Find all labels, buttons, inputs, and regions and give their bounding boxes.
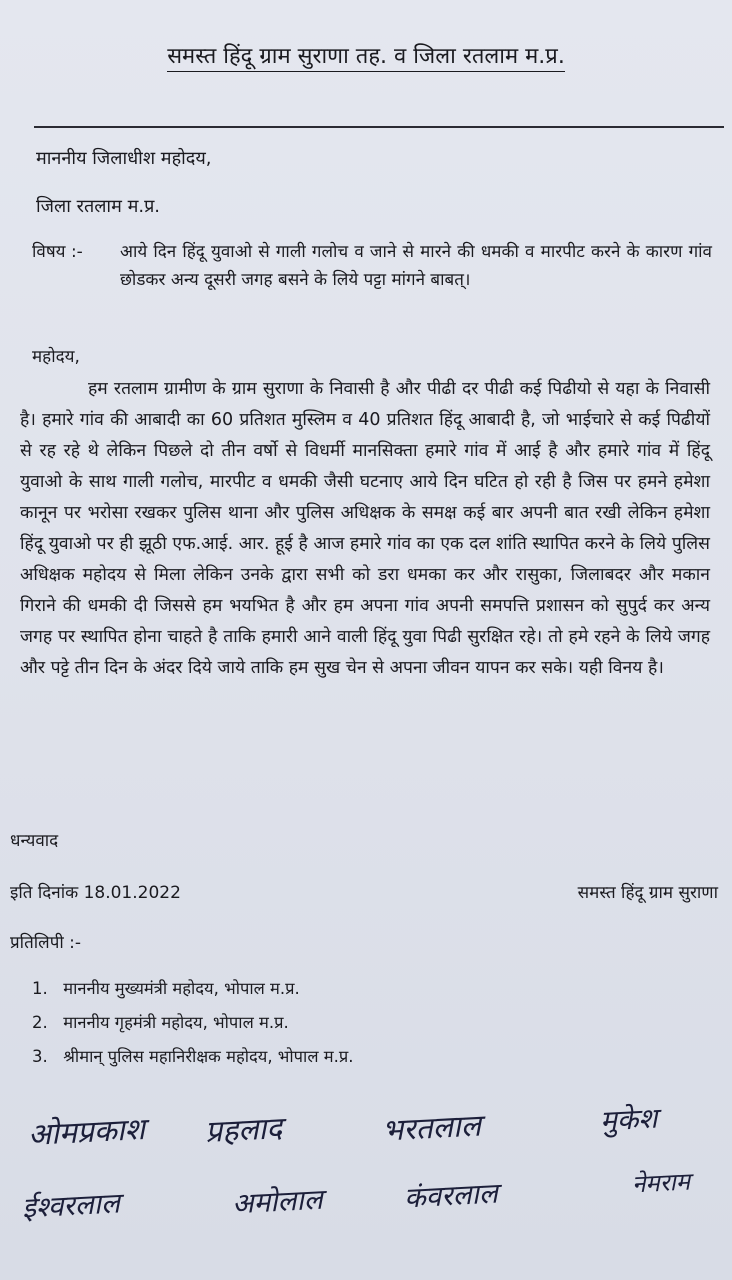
closing: धन्यवाद xyxy=(10,831,59,851)
header-divider xyxy=(34,126,724,128)
subject-block xyxy=(32,238,712,294)
handwritten-signature: प्रहलाद xyxy=(204,1111,284,1150)
letter-body: हम रतलाम ग्रामीण के ग्राम सुराणा के निवासी है और पीढी दर पीढी कई पिढीयो से यहा के निवासी है। हमारे गांव की आबादी का 60 प्रतिशत मुस्लिम व 40 प्रतिशत हिंदू आबादी है, जो भाईचारे से कई पिढीयों से रह रहे थे लेकिन पिछले दो तीन वर्षो से विधर्मी मानसिक्ता हमारे गांव में आई है और हमारे गांव में हिंदू युवाओ के साथ गाली गलोच, मारपीट व धमकी जैसी घटनाए आये दिन घटित हो रही है जिस पर हमने हमेशा कानून पर भरोसा रखकर पुलिस थाना और पुलिस अधिक्षक के समक्ष कई बार अपनी बात रखी लेकिन हमेशा हिंदू युवाओ पर ही झूठी एफ.आई. आर. हूई है आज हमारे गांव का एक दल शांति स्थापित करने के लिये पुलिस अधिक्षक महोदय से मिला लेकिन उनके द्वारा सभी को डरा धमका कर और रासुका, जिलाबदर और मकान गिराने की धमकी दी जिससे हम भयभित है और हम अपना गांव अपनी समपत्ति प्रशासन को सुपुर्द कर अन्य जगह पर स्थापित होना चाहते है ताकि हमारी आने वाली हिंदू युवा पिढी सुरक्षित रहे। तो हमे रहने के लिये जगह और पट्टे तीन दिन के अंदर दिये जाये ताकि हम सुख चेन से अपना जीवन यापन कर सके। यही विनय है। xyxy=(20,379,710,678)
salutation: महोदय, xyxy=(32,347,80,367)
list-item-number: 2. xyxy=(32,1013,48,1032)
signer-name: समस्त हिंदू ग्राम सुराणा xyxy=(577,883,718,903)
handwritten-signature: भरतलाल xyxy=(381,1108,482,1149)
handwritten-signature: नेमराम xyxy=(631,1167,691,1199)
list-item-text: श्रीमान् पुलिस महानिरीक्षक महोदय, भोपाल म.प्र. xyxy=(63,1047,354,1066)
subject-text: आये दिन हिंदू युवाओ से गाली गलोच व जाने से मारने की धमकी व मारपीट करने के कारण गांव छोडकर अन्य दूसरी जगह बसने के लिये पट्टा मांगने बाबत्। xyxy=(120,242,712,290)
list-item-text: माननीय गृहमंत्री महोदय, भोपाल म.प्र. xyxy=(63,1013,289,1032)
subject-label: विषय :- xyxy=(32,242,83,262)
list-item xyxy=(32,1010,354,1044)
handwritten-signature: अमोलाल xyxy=(231,1182,324,1221)
handwritten-signature: मुकेश xyxy=(599,1101,659,1138)
date-line: इति दिनांक 18.01.2022 xyxy=(10,883,181,903)
list-item-text: माननीय मुख्यमंत्री महोदय, भोपाल म.प्र. xyxy=(63,979,300,998)
letterhead-text: समस्त हिंदू ग्राम सुराणा तह. व जिला रतलाम म.प्र. xyxy=(167,44,565,72)
signature-area xyxy=(0,1090,732,1280)
letterhead xyxy=(0,40,732,70)
list-item xyxy=(32,976,354,1010)
recipient-location: जिला रतलाम म.प्र. xyxy=(36,196,161,217)
list-item-number: 3. xyxy=(32,1047,48,1066)
list-item xyxy=(32,1044,354,1078)
handwritten-signature: कंवरलाल xyxy=(403,1176,499,1215)
recipient-title: माननीय जिलाधीश महोदय, xyxy=(36,148,212,169)
handwritten-signature: ओमप्रकाश xyxy=(27,1111,146,1154)
list-item-number: 1. xyxy=(32,979,48,998)
handwritten-signature: ईश्वरलाल xyxy=(21,1186,121,1225)
copy-label: प्रतिलिपी :- xyxy=(10,933,82,953)
copy-list xyxy=(32,976,354,1078)
